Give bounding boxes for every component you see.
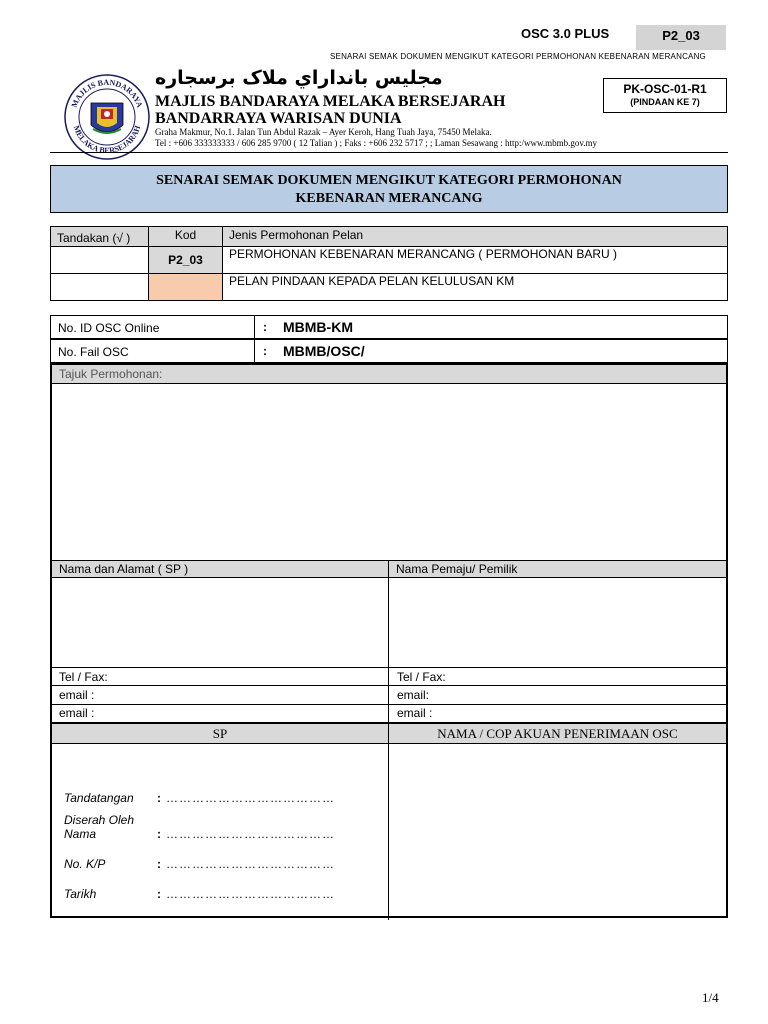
osc-online-colon: : (263, 320, 267, 334)
signature-colon: : (157, 791, 161, 805)
date-colon: : (157, 887, 161, 901)
application-box (50, 363, 728, 918)
logo-text-bottom: MELAKA BERSEJARAH (71, 124, 143, 156)
file-no-label: No. Fail OSC (58, 345, 129, 359)
type-cell-2: PELAN PINDAAN KEPADA PELAN KELULUSAN KM (223, 274, 728, 301)
title-line-2: KEBENARAN MERANCANG (295, 191, 483, 206)
owner-address-input[interactable] (389, 578, 726, 666)
signature-label: Tandatangan (64, 791, 134, 805)
ic-number-field[interactable]: ………………………………… (166, 857, 335, 871)
type-cell-1: PERMOHONAN KEBENARAN MERANCANG ( PERMOHONAN BARU ) (223, 247, 728, 274)
osc-online-row (50, 315, 728, 339)
council-crest-icon (63, 73, 151, 161)
application-title-label: Tajuk Permohonan: (52, 365, 726, 383)
checklist-table (50, 226, 728, 301)
title-line-1: SENARAI SEMAK DOKUMEN MENGIKUT KATEGORI PERMOHONAN (156, 173, 622, 188)
osc-signoff-header: NAMA / COP AKUAN PENERIMAAN OSC (389, 724, 726, 743)
logo-text-top: MAJLIS BANDARAYA (69, 77, 145, 109)
owner-email-label-2: email : (397, 706, 433, 720)
sp-address-input[interactable] (52, 578, 388, 666)
name-colon: : (157, 827, 161, 841)
col-type-header: Jenis Permohonan Pelan (223, 227, 728, 247)
date-field[interactable]: ………………………………… (166, 887, 335, 901)
sp-signoff-header: SP (52, 724, 388, 743)
owner-email-label: email: (397, 688, 430, 702)
code-cell-1: P2_03 (149, 247, 223, 274)
name-label: Nama (64, 827, 97, 841)
application-title-input[interactable] (52, 384, 726, 560)
council-address: Graha Makmur, No.1. Jalan Tun Abdul Razak – Ayer Keroh, Hang Tuah Jaya, 75450 Melaka. (155, 127, 492, 137)
osc-online-value[interactable]: MBMB-KM (283, 319, 353, 335)
owner-name-label: Nama Pemaju/ Pemilik (389, 561, 726, 577)
header-divider (50, 152, 728, 153)
ic-number-label: No. K/P (64, 857, 106, 871)
document-title (50, 165, 728, 213)
form-code: PK-OSC-01-R1 (623, 82, 707, 96)
council-subtitle: BANDARRAYA WARISAN DUNIA (155, 110, 402, 127)
mark-cell-1[interactable] (51, 247, 149, 274)
owner-tel-label: Tel / Fax: (397, 670, 446, 684)
sp-tel-label: Tel / Fax: (59, 670, 108, 684)
file-no-row (50, 339, 728, 363)
col-code-header: Kod (149, 227, 223, 247)
col-mark-header: Tandakan (√ ) (51, 227, 149, 247)
osc-stamp-area[interactable] (389, 744, 726, 918)
form-revision: (PINDAAN KE 7) (630, 97, 700, 107)
mark-cell-2[interactable] (51, 274, 149, 301)
council-contact: Tel : +606 333333333 / 606 285 9700 ( 12 Talian ) ; Faks : +606 232 5717 ; ; Laman Sesawang : http:/www.mbmb.gov.my (155, 138, 598, 148)
submitted-by-label: Diserah Oleh (64, 813, 135, 827)
form-category-code: P2_03 (636, 25, 726, 50)
file-no-value[interactable]: MBMB/OSC/ (283, 343, 365, 359)
ic-number-colon: : (157, 857, 161, 871)
form-code-box (603, 78, 727, 113)
name-field[interactable]: ………………………………… (166, 827, 335, 841)
system-label: OSC 3.0 PLUS (521, 26, 610, 41)
osc-online-label: No. ID OSC Online (58, 321, 160, 335)
date-label: Tarikh (64, 887, 97, 901)
top-subtitle: SENARAI SEMAK DOKUMEN MENGIKUT KATEGORI PERMOHONAN KEBENARAN MERANCANG (330, 52, 706, 61)
council-jawi-name: مجليس بانداراي ملاک برسجاره (155, 67, 443, 89)
sp-email-label: email : (59, 688, 95, 702)
page-number: 1/4 (702, 990, 719, 1005)
council-name: MAJLIS BANDARAYA MELAKA BERSEJARAH (155, 93, 506, 110)
code-cell-2 (149, 274, 223, 301)
sp-name-label: Nama dan Alamat ( SP ) (52, 561, 388, 577)
sp-email-label-2: email : (59, 706, 95, 720)
signature-field[interactable]: ………………………………… (166, 791, 335, 805)
file-no-colon: : (263, 344, 267, 358)
